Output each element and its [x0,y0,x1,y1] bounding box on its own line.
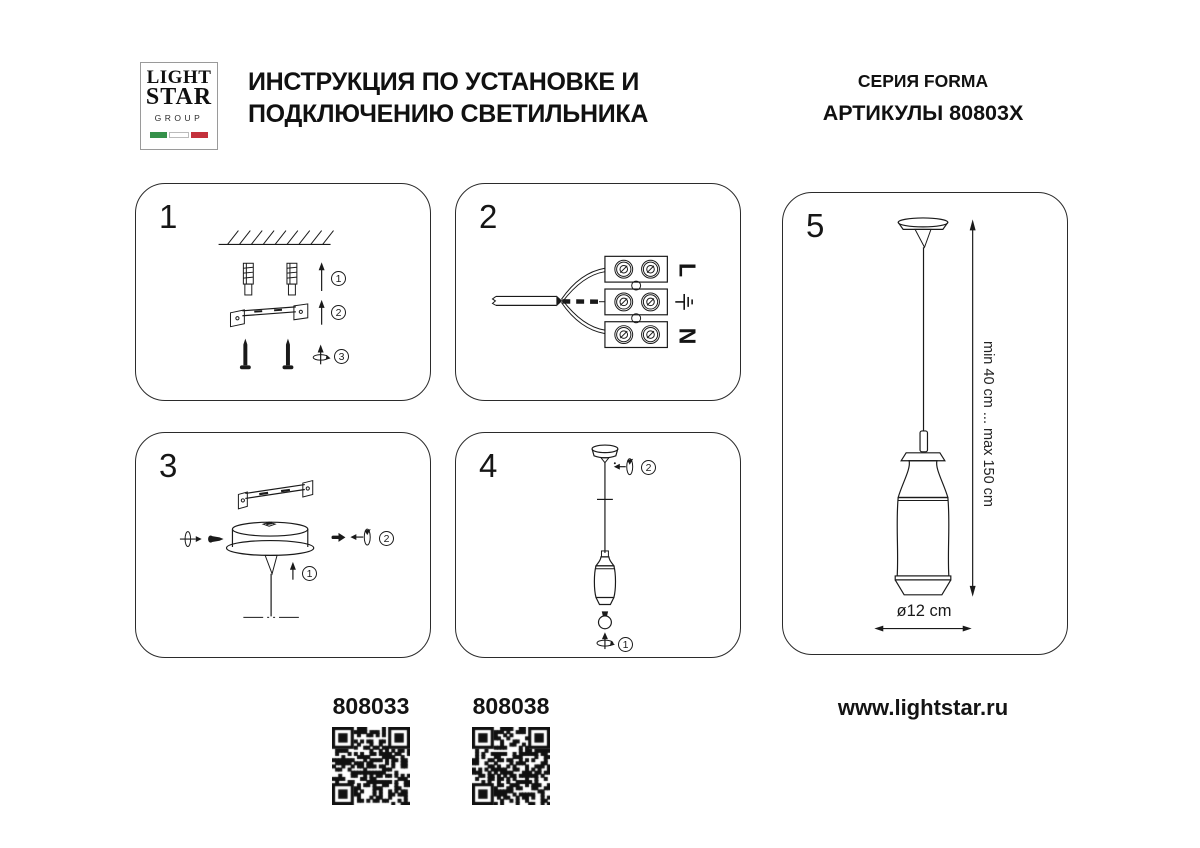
insert-arrow-icon [290,562,296,580]
wire-to-neutral [561,300,605,334]
lightstar-logo [140,62,218,150]
logo-text-group: GROUP [154,113,204,123]
panel-1-drawing [136,184,430,400]
series-block [798,71,1048,126]
panel-2-drawing [456,184,740,400]
flag-green [150,132,167,138]
step-marker: 2 [379,531,394,546]
flag-red [191,132,208,138]
panel-step-3 [135,432,431,658]
screw [208,535,223,542]
logo-text-star: STAR [145,84,213,110]
ceiling-hatch [219,231,334,245]
qr-code [332,727,410,805]
diameter-dimension-arrow [874,626,971,632]
screw-rotate-icon [350,529,370,545]
height-range-label: min 40 cm ... max 150 cm [980,341,996,507]
screw-rotate-icon [614,459,633,475]
light-bulb [598,611,611,628]
diameter-label: ø12 cm [896,602,952,620]
qr-code [472,727,550,805]
pendant-shade [895,453,951,595]
flag-white [169,132,188,138]
article-number: 808038 [472,693,550,719]
series-name: СЕРИЯ FORMA [857,71,989,91]
page-title [248,66,668,130]
ceiling-canopy [592,445,618,464]
step-marker: 1 [331,271,346,286]
panel-step-2 [455,183,741,401]
pendant-cord [243,555,299,617]
screw-rotate-icon [597,632,615,649]
panel-5-drawing [783,193,1067,654]
italian-flag-icon [150,132,208,138]
terminal-label-line: L [674,262,701,278]
terminal-screws [615,260,660,343]
logo-text-light: LIGHT [146,67,212,88]
step-marker: 3 [334,349,349,364]
supply-cable [492,295,562,306]
step-marker: 1 [618,637,633,652]
panel-step-4 [455,432,741,658]
insert-arrow-icon [319,262,325,291]
articles-code: АРТИКУЛЫ 80803X [822,101,1024,125]
height-dimension-arrow [970,219,976,596]
panel-step-1 [135,183,431,401]
mounting-bracket [238,481,312,509]
title-line-2: ПОДКЛЮЧЕНИЮ СВЕТИЛЬНИКА [248,100,649,128]
screw-rotate-icon [180,532,202,547]
panel-4-drawing [456,433,740,657]
article-number: 808033 [332,693,410,719]
panel-5-number: 5 [806,207,825,244]
panel-step-5 [782,192,1068,655]
screw [332,533,346,542]
wall-plug-dowel [243,263,253,295]
terminal-label-neutral: N [674,327,701,345]
screw-rotate-icon [313,345,330,365]
mounting-bracket [230,304,307,327]
website-link: www.lightstar.ru [837,695,1009,720]
panel-4-number: 4 [479,447,498,484]
step-marker: 1 [302,566,317,581]
insert-arrow-icon [319,300,325,325]
wire-to-line [561,268,605,302]
pendant-cord [920,247,927,452]
screw [240,339,251,370]
earth-ground-icon [675,294,692,310]
panel-2-number: 2 [479,198,498,235]
screw [283,339,294,370]
pendant-shade [594,551,615,605]
ceiling-canopy [898,218,948,247]
panel-1-number: 1 [159,198,178,235]
pendant-cord [597,463,613,553]
ceiling-canopy [227,522,314,556]
step-marker: 2 [331,305,346,320]
wall-plug-dowel [287,263,297,295]
terminal-block [605,256,667,347]
panel-3-number: 3 [159,447,178,484]
title-line-1: ИНСТРУКЦИЯ ПО УСТАНОВКЕ И [248,68,640,96]
step-marker: 2 [641,460,656,475]
